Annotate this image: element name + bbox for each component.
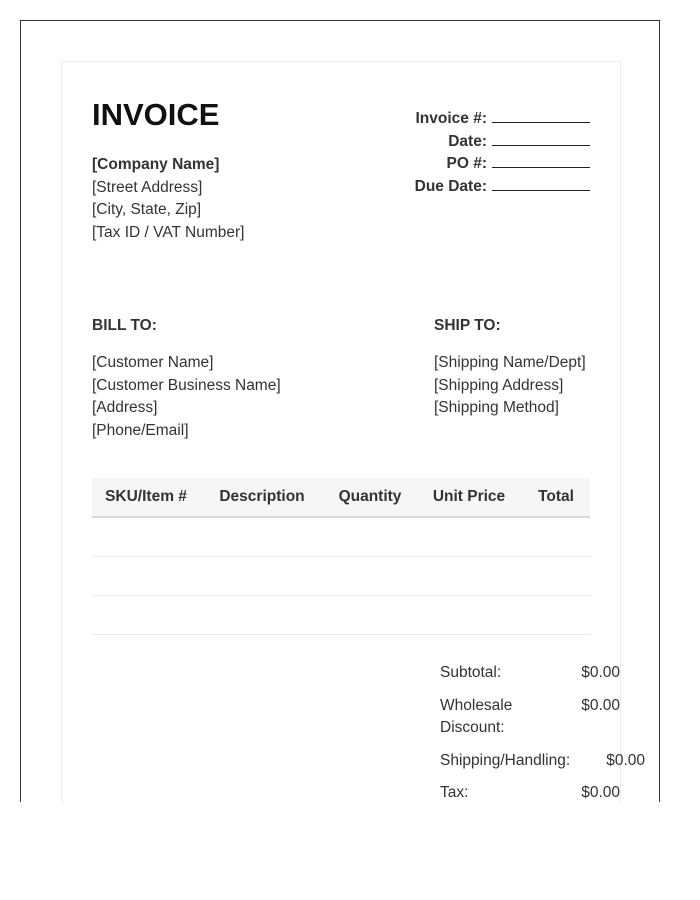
table-cell[interactable] — [200, 517, 324, 557]
tax-value: $0.00 — [581, 784, 620, 801]
table-cell[interactable] — [416, 517, 522, 557]
company-tax-id: [Tax ID / VAT Number] — [92, 223, 245, 241]
meta-due-date — [415, 176, 590, 199]
column-header-sku: SKU/Item # — [92, 478, 200, 517]
bill-to-label: BILL TO: — [92, 317, 157, 334]
table-cell[interactable] — [324, 517, 416, 557]
table-cell[interactable] — [324, 557, 416, 596]
ship-to-address — [434, 352, 586, 420]
invoice-title: INVOICE — [92, 97, 220, 132]
subtotal-label: Subtotal: — [440, 664, 502, 681]
tax-label: Tax: — [440, 784, 469, 801]
meta-label: Due Date: — [414, 177, 487, 195]
discount-row — [440, 695, 620, 740]
bill-to-line: [Address] — [92, 399, 158, 416]
bill-to-line: [Customer Business Name] — [92, 376, 281, 394]
discount-label: Wholesale Discount: — [440, 696, 513, 736]
discount-value: $0.00 — [581, 696, 620, 714]
items-header-row — [92, 478, 590, 517]
subtotal-value: $0.00 — [581, 664, 620, 681]
company-info — [92, 154, 244, 244]
shipping-row — [440, 750, 645, 773]
shipping-label: Shipping/Handling: — [440, 751, 571, 769]
table-cell[interactable] — [92, 596, 200, 635]
column-header-unit-price: Unit Price — [416, 478, 522, 517]
invoice-sheet — [61, 61, 645, 802]
table-row — [92, 557, 590, 596]
shipping-value: $0.00 — [606, 751, 645, 769]
invoice-meta — [415, 108, 590, 198]
tax-row — [440, 782, 620, 802]
company-city: [City, State, Zip] — [92, 201, 202, 218]
ship-to-line: [Shipping Method] — [434, 399, 559, 416]
table-cell[interactable] — [416, 596, 522, 635]
bill-to-line: [Phone/Email] — [92, 421, 189, 439]
ship-to-label: SHIP TO: — [434, 317, 501, 334]
bill-to-address — [92, 352, 281, 442]
meta-date — [415, 131, 590, 154]
table-cell[interactable] — [522, 557, 590, 596]
column-header-total: Total — [522, 478, 590, 517]
table-cell[interactable] — [200, 596, 324, 635]
date-field[interactable] — [492, 131, 590, 146]
table-row — [92, 517, 590, 557]
meta-po-number — [415, 153, 590, 176]
table-cell[interactable] — [200, 557, 324, 596]
table-cell[interactable] — [92, 557, 200, 596]
totals-section — [440, 662, 645, 802]
invoice-number-field[interactable] — [492, 108, 590, 123]
subtotal-row — [440, 662, 620, 685]
ship-to-line: [Shipping Name/Dept] — [434, 354, 586, 371]
table-cell[interactable] — [522, 596, 590, 635]
meta-label: Invoice #: — [415, 110, 487, 127]
company-street: [Street Address] — [92, 178, 203, 196]
meta-label: Date: — [448, 132, 487, 150]
table-row — [92, 596, 590, 635]
column-header-quantity: Quantity — [324, 478, 416, 517]
table-cell[interactable] — [522, 517, 590, 557]
company-name: [Company Name] — [92, 156, 220, 173]
po-number-field[interactable] — [492, 153, 590, 168]
table-cell[interactable] — [92, 517, 200, 557]
due-date-field[interactable] — [492, 176, 590, 191]
document-page — [20, 20, 660, 802]
items-table — [92, 478, 590, 635]
table-cell[interactable] — [324, 596, 416, 635]
meta-label: PO #: — [446, 155, 487, 172]
ship-to-line: [Shipping Address] — [434, 376, 564, 394]
column-header-description: Description — [200, 478, 324, 517]
meta-invoice-number — [415, 108, 590, 131]
table-cell[interactable] — [416, 557, 522, 596]
bill-to-line: [Customer Name] — [92, 354, 214, 371]
